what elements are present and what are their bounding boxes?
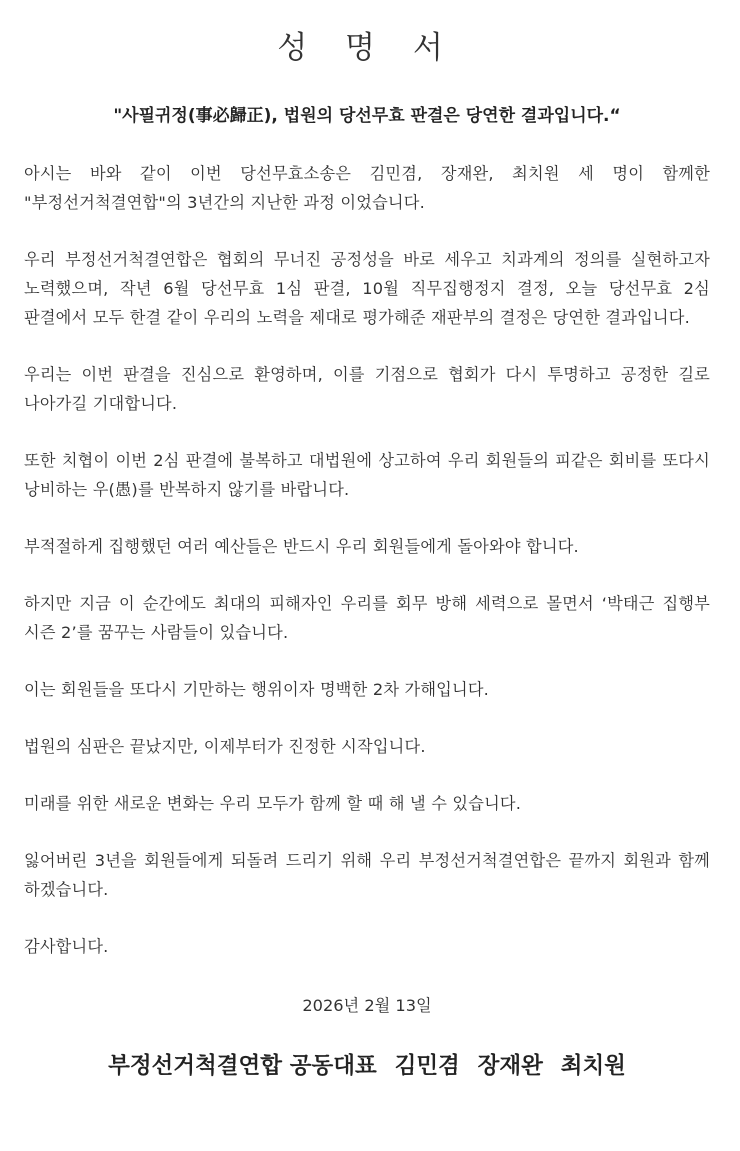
signature-name: 최치원	[560, 1053, 626, 1079]
signature-line	[24, 1020, 710, 1082]
document-title: 성 명 서	[277, 30, 457, 66]
signature-name: 김민겸	[394, 1053, 460, 1079]
paragraph: 이는 회원들을 또다시 기만하는 행위이자 명백한 2차 가해입니다.	[24, 680, 490, 699]
paragraph: 우리는 이번 판결을 진심으로 환영하며, 이를 기점으로 협회가 다시 투명하고 공정한 길로 나아가길 기대합니다.	[24, 365, 710, 413]
closing-paragraph: 감사합니다.	[24, 937, 109, 956]
paragraph: 잃어버린 3년을 회원들에게 되돌려 드리기 위해 우리 부정선거척결연합은 끝까지 회원과 함께 하겠습니다.	[24, 851, 710, 899]
document-date: 2026년 2월 13일	[302, 996, 432, 1015]
signature-name: 장재완	[477, 1053, 543, 1079]
document-subtitle: "사필귀정(事必歸正), 법원의 당선무효 판결은 당연한 결과입니다.“	[113, 106, 621, 126]
paragraph: 미래를 위한 새로운 변화는 우리 모두가 함께 할 때 해 낼 수 있습니다.	[24, 794, 522, 813]
paragraph: 부적절하게 집행했던 여러 예산들은 반드시 우리 회원들에게 돌아와야 합니다.	[24, 537, 579, 556]
paragraph: 아시는 바와 같이 이번 당선무효소송은 김민겸, 장재완, 최치원 세 명이 함께한 "부정선거척결연합"의 3년간의 지난한 과정 이었습니다.	[24, 164, 710, 212]
document-body	[24, 159, 710, 961]
paragraph: 또한 치협이 이번 2심 판결에 불복하고 대법원에 상고하여 우리 회원들의 피같은 회비를 또다시 낭비하는 우(愚)를 반복하지 않기를 바랍니다.	[24, 451, 710, 499]
signature-organization: 부정선거척결연합 공동대표	[108, 1053, 377, 1079]
paragraph: 우리 부정선거척결연합은 협회의 무너진 공정성을 바로 세우고 치과계의 정의를 실현하고자 노력했으며, 작년 6월 당선무효 1심 판결, 10월 직무집행정지 결정, 오늘 당선무효 2심 판결에서 모두 한결 같이 우리의 노력을 제대로 평가해준 재판부의 결정은 당연한 결과입니다.	[24, 250, 710, 327]
paragraph: 법원의 심판은 끝났지만, 이제부터가 진정한 시작입니다.	[24, 737, 426, 756]
paragraph: 하지만 지금 이 순간에도 최대의 피해자인 우리를 회무 방해 세력으로 몰면서 ‘박태근 집행부 시즌 2’를 꿈꾸는 사람들이 있습니다.	[24, 594, 710, 642]
